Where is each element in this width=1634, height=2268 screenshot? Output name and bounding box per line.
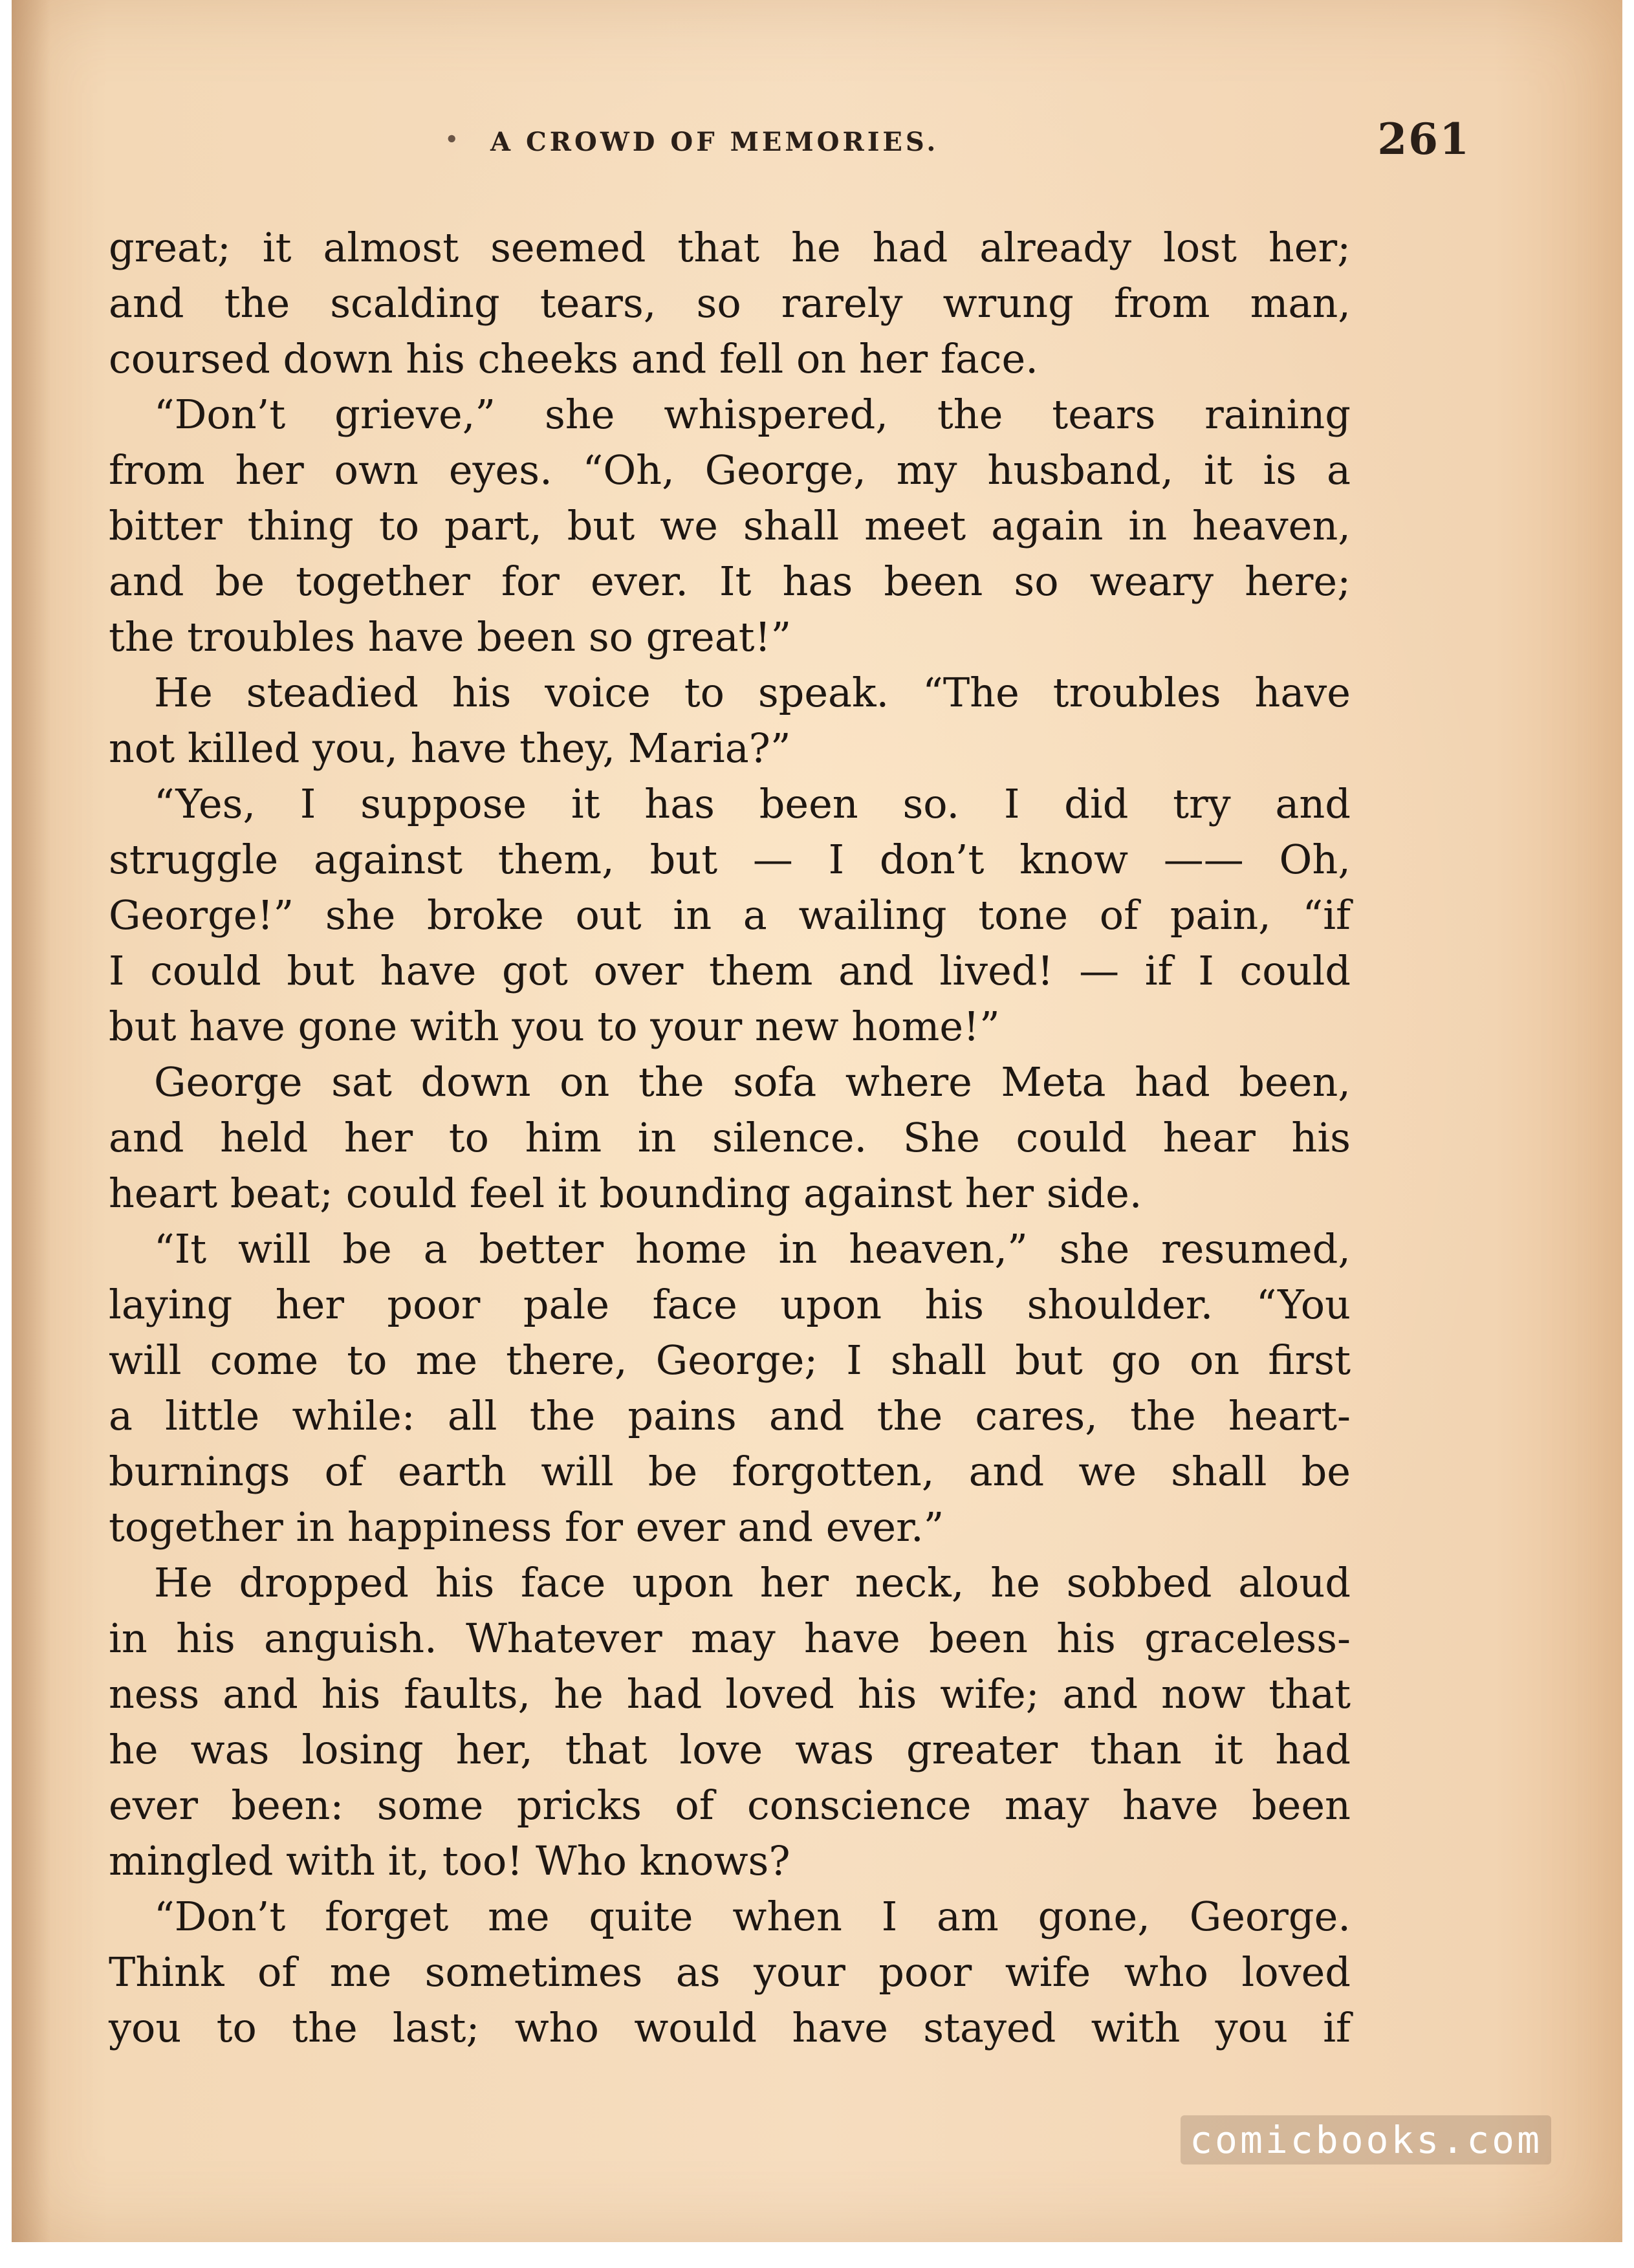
text-line: you to the last; who would have stayed with you if: [109, 2004, 1351, 2051]
text-line: “Don’t forget me quite when I am gone, George.: [154, 1893, 1351, 1940]
text-line: “Don’t grieve,” she whispered, the tears raining: [154, 391, 1351, 438]
text-line: burnings of earth will be forgotten, and we shall be: [109, 1448, 1351, 1495]
text-line: he was losing her, that love was greater than it had: [109, 1726, 1351, 1773]
text-line: and held her to him in silence. She could hear his: [109, 1114, 1351, 1161]
text-line: mingled with it, too! Who knows?: [109, 1837, 790, 1884]
text-line: and the scalding tears, so rarely wrung from man,: [109, 279, 1351, 327]
page-number: 261: [1377, 114, 1470, 164]
text-line: Think of me sometimes as your poor wife who loved: [109, 1948, 1351, 1996]
text-line: together in happiness for ever and ever.”: [109, 1503, 944, 1551]
page-gutter-shadow: [12, 0, 50, 2242]
text-line: laying her poor pale face upon his shoulder. “You: [109, 1281, 1351, 1328]
text-line: “Yes, I suppose it has been so. I did try and: [154, 780, 1351, 827]
text-line: I could but have got over them and lived! — if I could: [109, 947, 1351, 994]
text-line: but have gone with you to your new home!”: [109, 1003, 1000, 1050]
body-text: [109, 220, 1351, 2056]
text-line: coursed down his cheeks and fell on her face.: [109, 335, 1038, 382]
text-line: from her own eyes. “Oh, George, my husband, it is a: [109, 446, 1351, 494]
text-line: heart beat; could feel it bounding against her side.: [109, 1170, 1142, 1217]
chapter-running-title: • A CROWD OF MEMORIES.: [490, 127, 939, 157]
text-line: the troubles have been so great!”: [109, 613, 792, 660]
text-line: ever been: some pricks of conscience may have been: [109, 1782, 1351, 1829]
text-line: a little while: all the pains and the cares, the heart-: [109, 1392, 1351, 1439]
text-line: George!” she broke out in a wailing tone of pain, “if: [109, 891, 1351, 939]
text-line: and be together for ever. It has been so weary here;: [109, 558, 1351, 605]
text-line: He dropped his face upon her neck, he sobbed aloud: [154, 1559, 1351, 1606]
text-line: bitter thing to part, but we shall meet again in heaven,: [109, 502, 1351, 549]
text-line: great; it almost seemed that he had already lost her;: [109, 224, 1351, 271]
text-line: ness and his faults, he had loved his wife; and now that: [109, 1670, 1351, 1717]
text-line: George sat down on the sofa where Meta had been,: [154, 1058, 1351, 1106]
text-line: will come to me there, George; I shall but go on first: [109, 1336, 1351, 1384]
book-page: [12, 0, 1622, 2242]
text-line: not killed you, have they, Maria?”: [109, 725, 791, 772]
text-line: He steadied his voice to speak. “The troubles have: [154, 669, 1351, 716]
text-line: in his anguish. Whatever may have been his graceless-: [109, 1615, 1351, 1662]
running-head: [128, 114, 1470, 173]
text-line: “It will be a better home in heaven,” she resumed,: [154, 1225, 1351, 1272]
site-watermark: comicbooks.com: [1181, 2115, 1551, 2164]
text-line: struggle against them, but — I don’t know —— Oh,: [109, 836, 1351, 883]
